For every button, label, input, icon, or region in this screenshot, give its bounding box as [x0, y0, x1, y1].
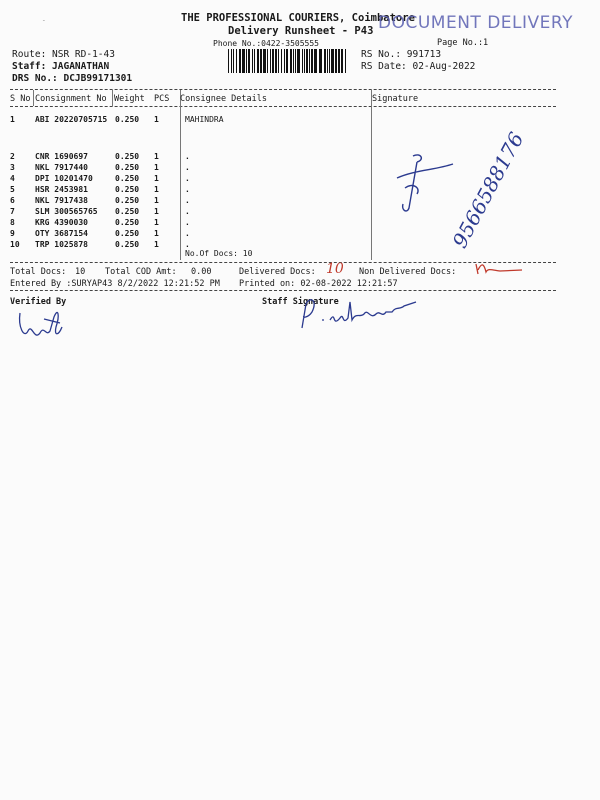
total-docs-value: 10 — [75, 267, 86, 277]
totals-rule — [10, 290, 556, 291]
row-pcs: 1 — [154, 218, 159, 227]
row-weight: 0.250 — [115, 185, 140, 194]
row-sno: 7 — [10, 207, 15, 216]
receiver-signature — [395, 148, 455, 218]
barcode-bar — [270, 49, 271, 73]
table-top-rule — [10, 89, 556, 90]
row-consignee: . — [185, 174, 190, 183]
non-delivered-label: Non Delivered Docs: — [359, 267, 457, 277]
barcode-bar — [228, 49, 229, 73]
row-consignment: DPI 10201470 — [35, 174, 93, 183]
row-weight: 0.250 — [115, 163, 140, 172]
barcode-bar — [267, 49, 268, 73]
column-divider — [33, 90, 34, 106]
row-weight: 0.250 — [115, 207, 140, 216]
barcode-bar — [260, 49, 262, 73]
drs-number: DRS No.: DCJB99171301 — [12, 73, 133, 84]
row-sno: 4 — [10, 174, 15, 183]
row-weight: 0.250 — [115, 218, 140, 227]
company-title: THE PROFESSIONAL COURIERS, Coimbatore — [181, 12, 415, 24]
barcode-bar — [324, 49, 326, 73]
staff-signature-label: Staff Signature — [262, 297, 339, 307]
page-number: Page No.:1 — [437, 38, 489, 48]
column-divider — [112, 90, 113, 106]
row-sno: 2 — [10, 152, 15, 161]
barcode-bar — [309, 49, 310, 73]
barcode-bar — [311, 49, 313, 73]
barcode-bar — [246, 49, 247, 73]
barcode-bar — [272, 49, 274, 73]
row-consignment: KRG 4390030 — [35, 218, 88, 227]
total-cod-value: 0.00 — [191, 267, 212, 277]
row-pcs: 1 — [154, 185, 159, 194]
document-delivery-stamp: DOCUMENT DELIVERY — [378, 13, 573, 33]
row-consignee: . — [185, 185, 190, 194]
col-signature: Signature — [372, 94, 419, 104]
row-weight: 0.250 — [115, 115, 140, 124]
total-cod-label: Total COD Amt: — [105, 267, 177, 277]
col-consignment: Consignment No — [35, 94, 107, 104]
barcode-bar — [239, 49, 241, 73]
barcode-bar — [231, 49, 232, 73]
rs-number: RS No.: 991713 — [361, 49, 442, 60]
barcode-bar — [254, 49, 255, 73]
row-pcs: 1 — [154, 115, 159, 124]
barcode-bar — [236, 49, 237, 73]
barcode-bar — [233, 49, 234, 73]
row-weight: 0.250 — [115, 196, 140, 205]
handwritten-phone-number: 9566588176 — [447, 128, 529, 252]
barcode-bar — [341, 49, 343, 73]
col-weight: Weight — [114, 94, 145, 104]
printed-on: Printed on: 02-08-2022 12:21:57 — [239, 279, 398, 289]
table-header-rule — [10, 106, 556, 107]
phone-number: Phone No.:0422-3505555 — [213, 39, 319, 48]
row-pcs: 1 — [154, 207, 159, 216]
row-consignee: . — [185, 229, 190, 238]
row-consignee: . — [185, 196, 190, 205]
row-consignment: HSR 2453981 — [35, 185, 88, 194]
delivered-docs-label: Delivered Docs: — [239, 267, 316, 277]
barcode-bar — [263, 49, 266, 73]
barcode-bar — [257, 49, 259, 73]
runsheet-subtitle: Delivery Runsheet - P43 — [228, 25, 374, 37]
row-consignment: OTY 3687154 — [35, 229, 88, 238]
barcode-bar — [293, 49, 294, 73]
non-delivered-nil-scribble — [470, 258, 530, 276]
row-pcs: 1 — [154, 196, 159, 205]
barcode-bar — [319, 49, 322, 73]
barcode-bar — [290, 49, 292, 73]
barcode-bar — [297, 49, 300, 73]
barcode-bar — [242, 49, 245, 73]
barcode-bar — [248, 49, 250, 73]
row-sno: 1 — [10, 115, 15, 124]
barcode-bar — [306, 49, 308, 73]
barcode-bar — [304, 49, 305, 73]
barcode-bar — [345, 49, 346, 73]
row-sno: 10 — [10, 240, 20, 249]
total-docs-label: Total Docs: — [10, 267, 67, 277]
row-sno: 5 — [10, 185, 15, 194]
row-consignment: CNR 1690697 — [35, 152, 88, 161]
barcode-bar — [284, 49, 285, 73]
barcode-bar — [281, 49, 282, 73]
row-consignment: NKL 7917440 — [35, 163, 88, 172]
delivered-docs-handwritten: 10 — [326, 261, 344, 277]
row-consignment: TRP 1025878 — [35, 240, 88, 249]
row-pcs: 1 — [154, 229, 159, 238]
row-sno: 6 — [10, 196, 15, 205]
row-consignee: MAHINDRA — [185, 115, 224, 124]
row-sno: 3 — [10, 163, 15, 172]
row-consignment: NKL 7917438 — [35, 196, 88, 205]
no-of-docs: No.Of Docs: 10 — [185, 249, 253, 258]
verified-by-label: Verified By — [10, 297, 67, 307]
staff-signature-scribble — [296, 290, 436, 340]
row-consignee: . — [185, 207, 190, 216]
barcode-bar — [286, 49, 288, 73]
entered-by: Entered By :SURYAP43 8/2/2022 12:21:52 PM — [10, 279, 220, 289]
column-divider — [180, 90, 181, 260]
row-pcs: 1 — [154, 174, 159, 183]
row-sno: 8 — [10, 218, 15, 227]
row-consignee: . — [185, 218, 190, 227]
barcode-bar — [275, 49, 277, 73]
col-pcs: PCS — [154, 94, 170, 104]
scan-speck: ˘ — [42, 20, 46, 27]
barcode-bar — [278, 49, 279, 73]
barcode-bar — [295, 49, 296, 73]
row-sno: 9 — [10, 229, 15, 238]
route-label: Route: NSR RD-1-43 — [12, 49, 115, 60]
col-consignee: Consignee Details — [180, 94, 267, 104]
barcode-bar — [335, 49, 337, 73]
row-consignee: . — [185, 163, 190, 172]
barcode-bar — [338, 49, 340, 73]
staff-label: Staff: JAGANATHAN — [12, 61, 110, 72]
col-sno: S No — [10, 94, 31, 104]
row-consignee: . — [185, 240, 190, 249]
row-weight: 0.250 — [115, 240, 140, 249]
row-weight: 0.250 — [115, 152, 140, 161]
barcode-bar — [327, 49, 328, 73]
row-weight: 0.250 — [115, 229, 140, 238]
barcode-bar — [302, 49, 303, 73]
barcode — [228, 49, 346, 73]
barcode-bar — [329, 49, 330, 73]
row-weight: 0.250 — [115, 174, 140, 183]
row-pcs: 1 — [154, 240, 159, 249]
row-pcs: 1 — [154, 152, 159, 161]
row-pcs: 1 — [154, 163, 159, 172]
verified-by-signature — [14, 297, 74, 347]
rs-date: RS Date: 02-Aug-2022 — [361, 61, 476, 72]
row-consignment: SLM 300565765 — [35, 207, 98, 216]
row-consignee: . — [185, 152, 190, 161]
barcode-bar — [314, 49, 317, 73]
barcode-bar — [331, 49, 334, 73]
row-consignment: ABI 20220705715 — [35, 115, 108, 124]
column-divider — [371, 90, 372, 260]
barcode-bar — [252, 49, 253, 73]
